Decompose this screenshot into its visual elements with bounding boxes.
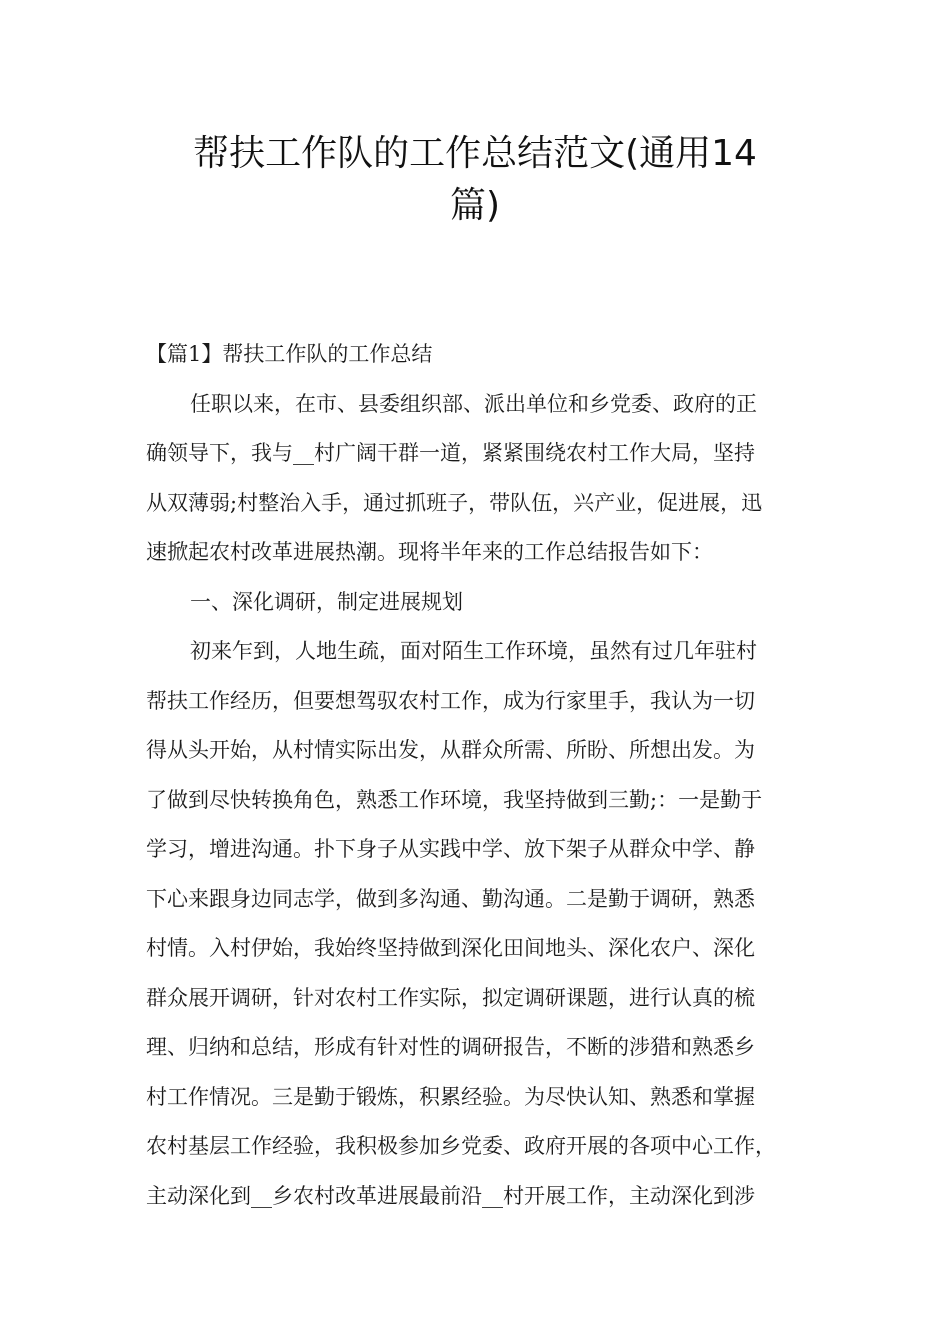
subsection-heading: 一、深化调研，制定进展规划 bbox=[190, 589, 463, 614]
paragraph-line: 确领导下，我与__村广阔干群一道，紧紧围绕农村工作大局，坚持 bbox=[146, 441, 755, 465]
title-line-2: 篇) bbox=[449, 185, 501, 226]
paragraph-line: 农村基层工作经验，我积极参加乡党委、政府开展的各项中心工作， bbox=[146, 1134, 776, 1158]
paragraph-line: 主动深化到__乡农村改革进展最前沿__村开展工作，主动深化到涉 bbox=[146, 1183, 755, 1208]
paragraph-line: 帮扶工作经历，但要想驾驭农村工作，成为行家里手，我认为一切 bbox=[146, 688, 755, 713]
document-title bbox=[150, 128, 800, 232]
paragraph-line: 下心来跟身边同志学，做到多沟通、勤沟通。二是勤于调研，熟悉 bbox=[146, 886, 755, 911]
paragraph-line: 从双薄弱;村整治入手，通过抓班子，带队伍，兴产业，促进展，迅 bbox=[146, 490, 763, 515]
paragraph-line: 群众展开调研，针对农村工作实际，拟定调研课题，进行认真的梳 bbox=[146, 985, 755, 1010]
paragraph-line: 学习，增进沟通。扑下身子从实践中学、放下架子从群众中学、静 bbox=[146, 837, 755, 861]
paragraph-line: 得从头开始，从村情实际出发，从群众所需、所盼、所想出发。为 bbox=[146, 738, 755, 762]
title-line-1: 帮扶工作队的工作总结范文(通用14 bbox=[193, 133, 757, 174]
paragraph-line: 村工作情况。三是勤于锻炼，积累经验。为尽快认知、熟悉和掌握 bbox=[146, 1084, 755, 1109]
paragraph-line: 任职以来，在市、县委组织部、派出单位和乡党委、政府的正 bbox=[190, 391, 757, 416]
document-body bbox=[146, 330, 816, 1221]
paragraph-line: 村情。入村伊始，我始终坚持做到深化田间地头、深化农户、深化 bbox=[146, 936, 755, 960]
paragraph-line: 了做到尽快转换角色，熟悉工作环境，我坚持做到三勤;：一是勤于 bbox=[146, 787, 763, 812]
paragraph-line: 初来乍到，人地生疏，面对陌生工作环境，虽然有过几年驻村 bbox=[190, 639, 757, 663]
paragraph-line: 理、归纳和总结，形成有针对性的调研报告，不断的涉猎和熟悉乡 bbox=[146, 1035, 755, 1059]
section-label: 【篇1】帮扶工作队的工作总结 bbox=[146, 342, 433, 366]
paragraph-line: 速掀起农村改革进展热潮。现将半年来的工作总结报告如下： bbox=[146, 540, 713, 564]
